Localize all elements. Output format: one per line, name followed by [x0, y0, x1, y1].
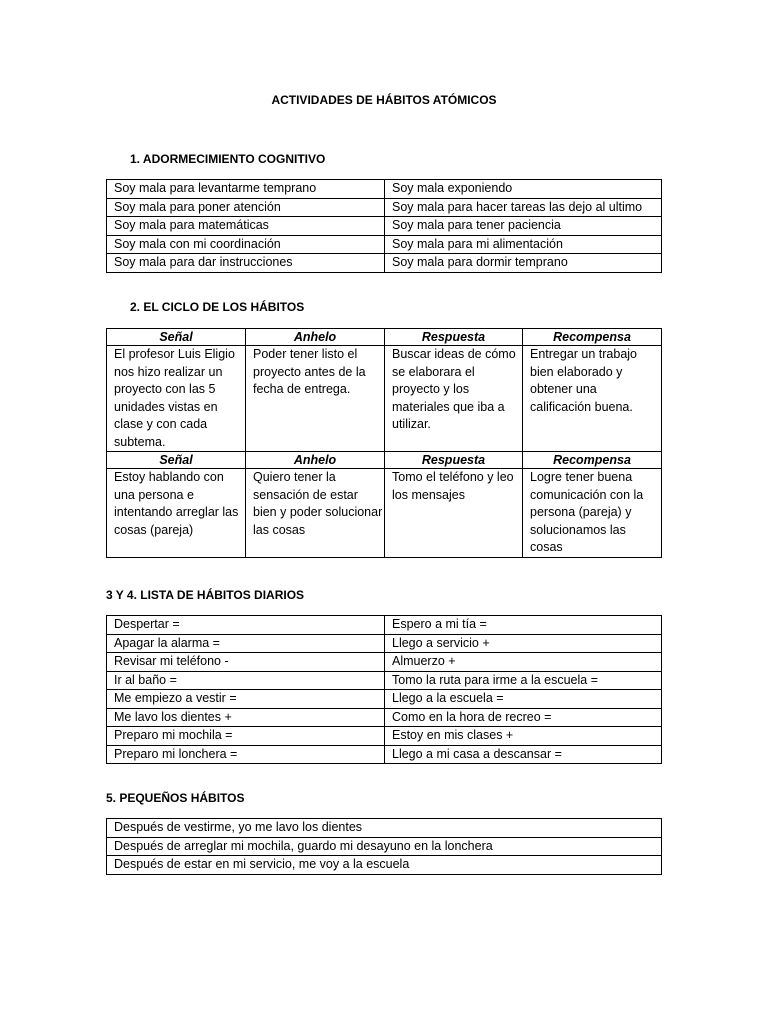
table-row: [107, 727, 662, 746]
table-cell: Soy mala para tener paciencia: [385, 217, 662, 236]
table-cell: Soy mala exponiendo: [385, 180, 662, 199]
table-cell: Después de arreglar mi mochila, guardo mi desayuno en la lonchera: [107, 837, 662, 856]
table-cell: Soy mala para dar instrucciones: [107, 254, 385, 273]
table-cell: El profesor Luis Eligio nos hizo realizar un proyecto con las 5 unidades vistas en clase y con cada subtema.: [107, 346, 246, 452]
table-cell: Almuerzo +: [385, 653, 662, 672]
small-habits-table: [106, 818, 662, 875]
table-row: [107, 690, 662, 709]
table-cell: Logre tener buena comunicación con la persona (pareja) y solucionamos las cosas: [523, 469, 662, 558]
section-2-heading: 2. EL CICLO DE LOS HÁBITOS: [130, 300, 305, 314]
table-cell: Después de vestirme, yo me lavo los dientes: [107, 819, 662, 838]
table-cell: Revisar mi teléfono -: [107, 653, 385, 672]
section-1-heading: 1. ADORMECIMIENTO COGNITIVO: [130, 152, 326, 166]
table-cell: Soy mala con mi coordinación: [107, 235, 385, 254]
table-cell: Soy mala para poner atención: [107, 198, 385, 217]
table-cell: Llego a la escuela =: [385, 690, 662, 709]
table-row: [107, 837, 662, 856]
column-header: Anhelo: [246, 329, 385, 346]
habit-cycle-table: [106, 328, 662, 558]
column-header: Recompensa: [523, 329, 662, 346]
table-row: [107, 634, 662, 653]
column-header: Señal: [107, 329, 246, 346]
table-row: [107, 745, 662, 764]
daily-habits-table: [106, 615, 662, 764]
column-header: Recompensa: [523, 452, 662, 469]
column-header: Respuesta: [385, 329, 523, 346]
column-header: Anhelo: [246, 452, 385, 469]
table-cell: Ir al baño =: [107, 671, 385, 690]
table-cell: Preparo mi mochila =: [107, 727, 385, 746]
table-cell: Llego a servicio +: [385, 634, 662, 653]
table-cell: Después de estar en mi servicio, me voy a la escuela: [107, 856, 662, 875]
table-cell: Me lavo los dientes +: [107, 708, 385, 727]
table-row: [107, 856, 662, 875]
table-cell: Buscar ideas de cómo se elaborara el proyecto y los materiales que iba a utilizar.: [385, 346, 523, 452]
table-cell: Tomo la ruta para irme a la escuela =: [385, 671, 662, 690]
table-cell: Poder tener listo el proyecto antes de la fecha de entrega.: [246, 346, 385, 452]
table-row: [107, 198, 662, 217]
section-5-heading: 5. PEQUEÑOS HÁBITOS: [106, 791, 245, 805]
table-cell: Estoy en mis clases +: [385, 727, 662, 746]
table-row: [107, 254, 662, 273]
table-row: [107, 819, 662, 838]
table-header-row: [107, 452, 662, 469]
table-cell: Soy mala para mi alimentación: [385, 235, 662, 254]
table-cell: Soy mala para hacer tareas las dejo al ultimo: [385, 198, 662, 217]
table-cell: Preparo mi lonchera =: [107, 745, 385, 764]
table-row: [107, 469, 662, 558]
table-cell: Soy mala para matemáticas: [107, 217, 385, 236]
table-row: [107, 653, 662, 672]
table-cell: Tomo el teléfono y leo los mensajes: [385, 469, 523, 558]
table-cell: Me empiezo a vestir =: [107, 690, 385, 709]
table-cell: Quiero tener la sensación de estar bien y poder solucionar las cosas: [246, 469, 385, 558]
table-row: [107, 616, 662, 635]
table-row: [107, 346, 662, 452]
table-cell: Apagar la alarma =: [107, 634, 385, 653]
table-cell: Espero a mi tía =: [385, 616, 662, 635]
table-row: [107, 235, 662, 254]
table-row: [107, 217, 662, 236]
section-3-heading: 3 Y 4. LISTA DE HÁBITOS DIARIOS: [106, 588, 305, 602]
column-header: Respuesta: [385, 452, 523, 469]
page-title: ACTIVIDADES DE HÁBITOS ATÓMICOS: [271, 93, 497, 107]
table-row: [107, 180, 662, 199]
table-row: [107, 708, 662, 727]
column-header: Señal: [107, 452, 246, 469]
table-header-row: [107, 329, 662, 346]
table-cell: Como en la hora de recreo =: [385, 708, 662, 727]
table-cell: Llego a mi casa a descansar =: [385, 745, 662, 764]
table-cell: Entregar un trabajo bien elaborado y obtener una calificación buena.: [523, 346, 662, 452]
table-cell: Soy mala para levantarme temprano: [107, 180, 385, 199]
section-1-table: [106, 179, 662, 273]
table-row: [107, 671, 662, 690]
table-cell: Estoy hablando con una persona e intentando arreglar las cosas (pareja): [107, 469, 246, 558]
table-cell: Soy mala para dormir temprano: [385, 254, 662, 273]
table-cell: Despertar =: [107, 616, 385, 635]
